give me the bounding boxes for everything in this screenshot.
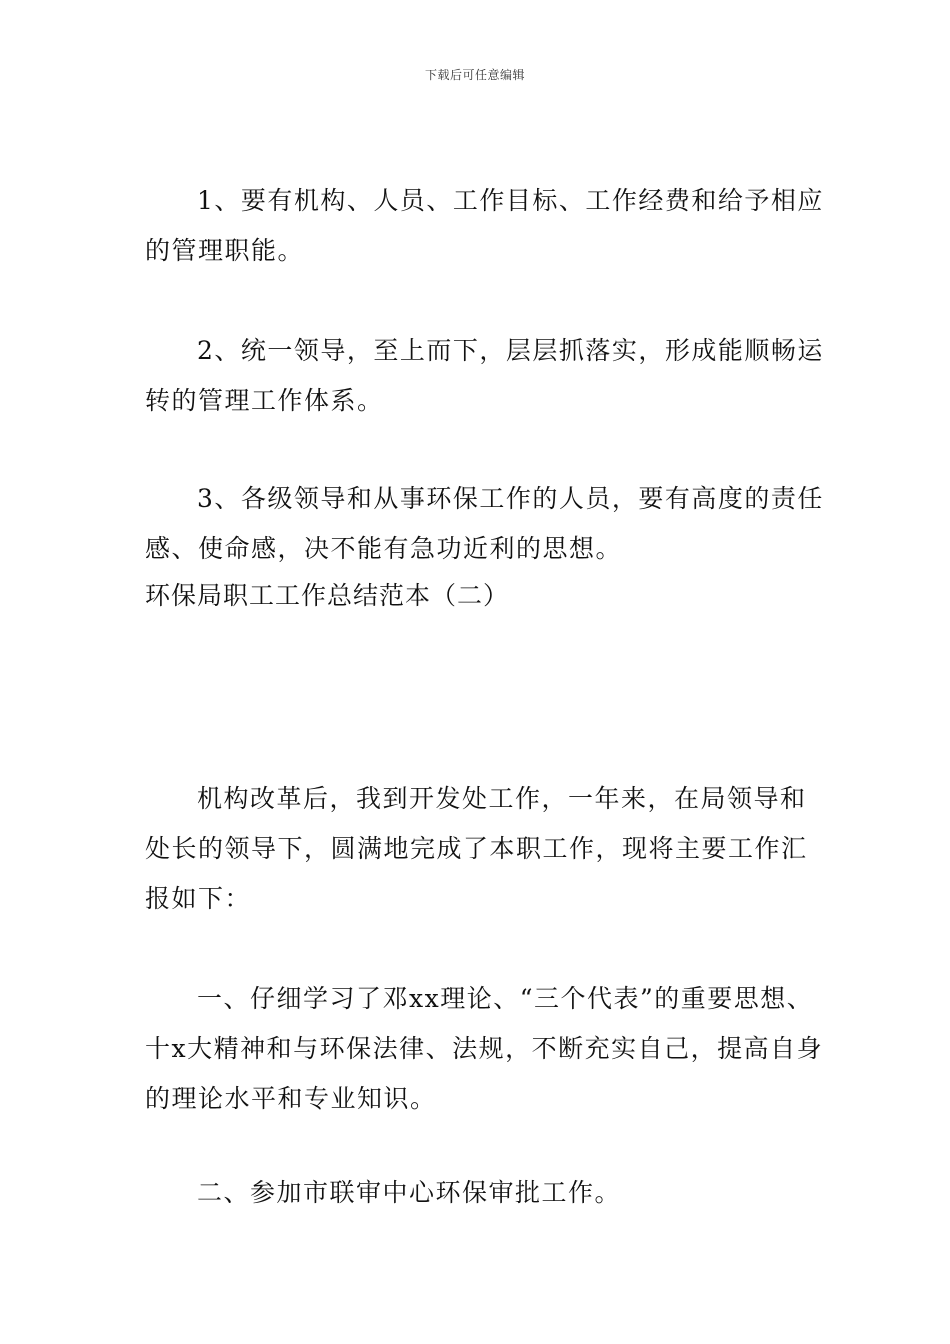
paragraph-point-1: 一、仔细学习了邓xx理论、“三个代表”的重要思想、十x大精神和与环保法律、法规，不断充实自己，提高自身的理论水平和专业知识。 <box>145 984 824 1113</box>
section-title: 环保局职工工作总结范本（二） <box>145 581 510 610</box>
header-note: 下载后可任意编辑 <box>424 68 525 82</box>
paragraph-intro: 机构改革后，我到开发处工作，一年来，在局领导和处长的领导下，圆满地完成了本职工作，现将主要工作汇报如下： <box>145 784 808 913</box>
paragraph-item-1: 1、要有机构、人员、工作目标、工作经费和给予相应的管理职能。 <box>145 186 824 265</box>
paragraph-item-3: 3、各级领导和从事环保工作的人员，要有高度的责任感、使命感，决不能有急功近利的思想。 <box>145 484 824 563</box>
paragraph-point-2: 二、参加市联审中心环保审批工作。 <box>197 1178 622 1207</box>
paragraph-item-2: 2、统一领导，至上而下，层层抓落实，形成能顺畅运转的管理工作体系。 <box>145 336 824 415</box>
